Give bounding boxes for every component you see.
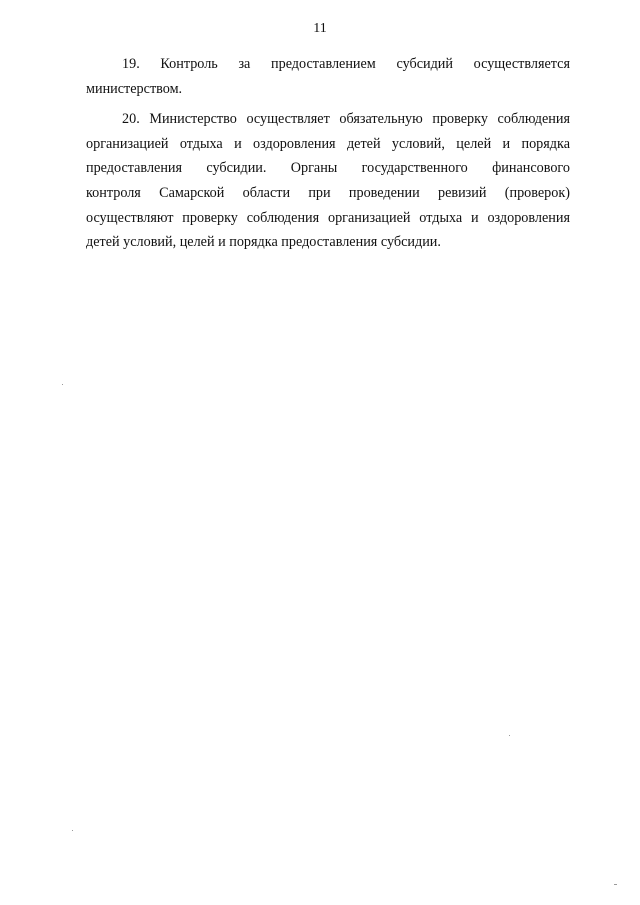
paragraph-line: предоставления субсидии. Органы государственного финансового <box>86 160 570 177</box>
scan-speck <box>72 830 73 831</box>
paragraph-20 <box>86 107 570 255</box>
paragraph-line: детей условий, целей и порядка предоставления субсидии. <box>86 234 441 251</box>
paragraph-line: контроля Самарской области при проведении ревизий (проверок) <box>86 184 570 201</box>
paragraph-line: осуществляют проверку соблюдения организацией отдыха и оздоровления <box>86 209 570 226</box>
scan-speck <box>62 384 63 385</box>
scan-speck <box>614 884 617 885</box>
paragraph-line: министерством. <box>86 80 183 97</box>
paragraph-19 <box>86 52 570 101</box>
paragraph-line: организацией отдыха и оздоровления детей условий, целей и порядка <box>86 135 570 152</box>
page-number: 11 <box>313 21 327 36</box>
scan-speck <box>509 735 510 736</box>
paragraph-line: 20. Министерство осуществляет обязательную проверку соблюдения <box>122 111 570 128</box>
paragraph-line: 19. Контроль за предоставлением субсидий осуществляется <box>122 56 570 72</box>
document-body <box>86 52 570 261</box>
